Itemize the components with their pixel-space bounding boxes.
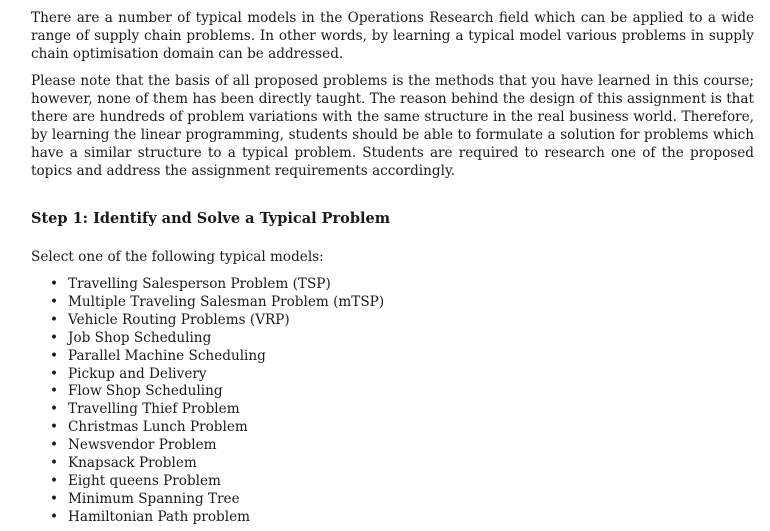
bullet-icon: • (50, 490, 59, 507)
list-item (31, 366, 754, 384)
typical-models-list (31, 276, 754, 527)
list-item-label: Christmas Lunch Problem (68, 419, 248, 436)
list-item (31, 419, 754, 437)
bullet-icon: • (50, 329, 59, 346)
bullet-icon: • (50, 472, 59, 489)
list-item (31, 312, 754, 330)
list-item (31, 348, 754, 366)
bullet-icon: • (50, 347, 59, 364)
bullet-icon: • (50, 508, 59, 525)
bullet-icon: • (50, 455, 59, 472)
list-item (31, 383, 754, 401)
step1-intro: Select one of the following typical models: (31, 249, 324, 265)
intro-paragraph: There are a number of typical models in the Operations Research field which can be applied to a wide range of supply chain problems. In other words, by learning a typical model various problems in supply chain optimisation domain can be addressed. (31, 10, 754, 62)
list-item-label: Travelling Salesperson Problem (TSP) (68, 276, 331, 292)
list-item (31, 491, 754, 509)
list-item-label: Travelling Thief Problem (68, 401, 240, 418)
bullet-icon: • (50, 419, 59, 436)
bullet-icon: • (50, 276, 59, 292)
list-item-label: Job Shop Scheduling (68, 329, 212, 346)
bullet-icon: • (50, 437, 59, 454)
list-item-label: Minimum Spanning Tree (68, 490, 240, 507)
bullet-icon: • (50, 383, 59, 400)
assignment-note-paragraph: Please note that the basis of all proposed problems is the methods that you have learned in this course; however, none of them has been directly taught. The reason behind the design of this assignment is that there are hundreds of problem variations with the same structure in the real business world. Therefore, by learning the linear programming, students should be able to formulate a solution for problems which have a similar structure to a typical problem. Students are required to research one of the proposed topics and address the assignment requirements accordingly. (31, 73, 754, 179)
document-page (31, 9, 754, 527)
list-item-label: Eight queens Problem (68, 472, 221, 489)
list-item-label: Flow Shop Scheduling (68, 383, 223, 400)
list-item (31, 473, 754, 491)
list-item-label: Newsvendor Problem (68, 437, 217, 454)
list-item (31, 330, 754, 348)
list-item (31, 401, 754, 419)
list-item-label: Knapsack Problem (68, 455, 197, 472)
list-item-label: Multiple Traveling Salesman Problem (mTSP) (68, 293, 385, 310)
list-item-label: Vehicle Routing Problems (VRP) (68, 311, 290, 328)
step1-heading: Step 1: Identify and Solve a Typical Problem (31, 210, 391, 227)
list-item (31, 294, 754, 312)
bullet-icon: • (50, 365, 59, 382)
bullet-icon: • (50, 293, 59, 310)
list-item (31, 437, 754, 455)
list-item-label: Parallel Machine Scheduling (68, 347, 266, 364)
list-item-label: Hamiltonian Path problem (68, 508, 251, 525)
list-item (31, 509, 754, 527)
bullet-icon: • (50, 311, 59, 328)
list-item-label: Pickup and Delivery (68, 365, 207, 382)
bullet-icon: • (50, 401, 59, 418)
list-item (31, 455, 754, 473)
list-item (31, 276, 754, 294)
